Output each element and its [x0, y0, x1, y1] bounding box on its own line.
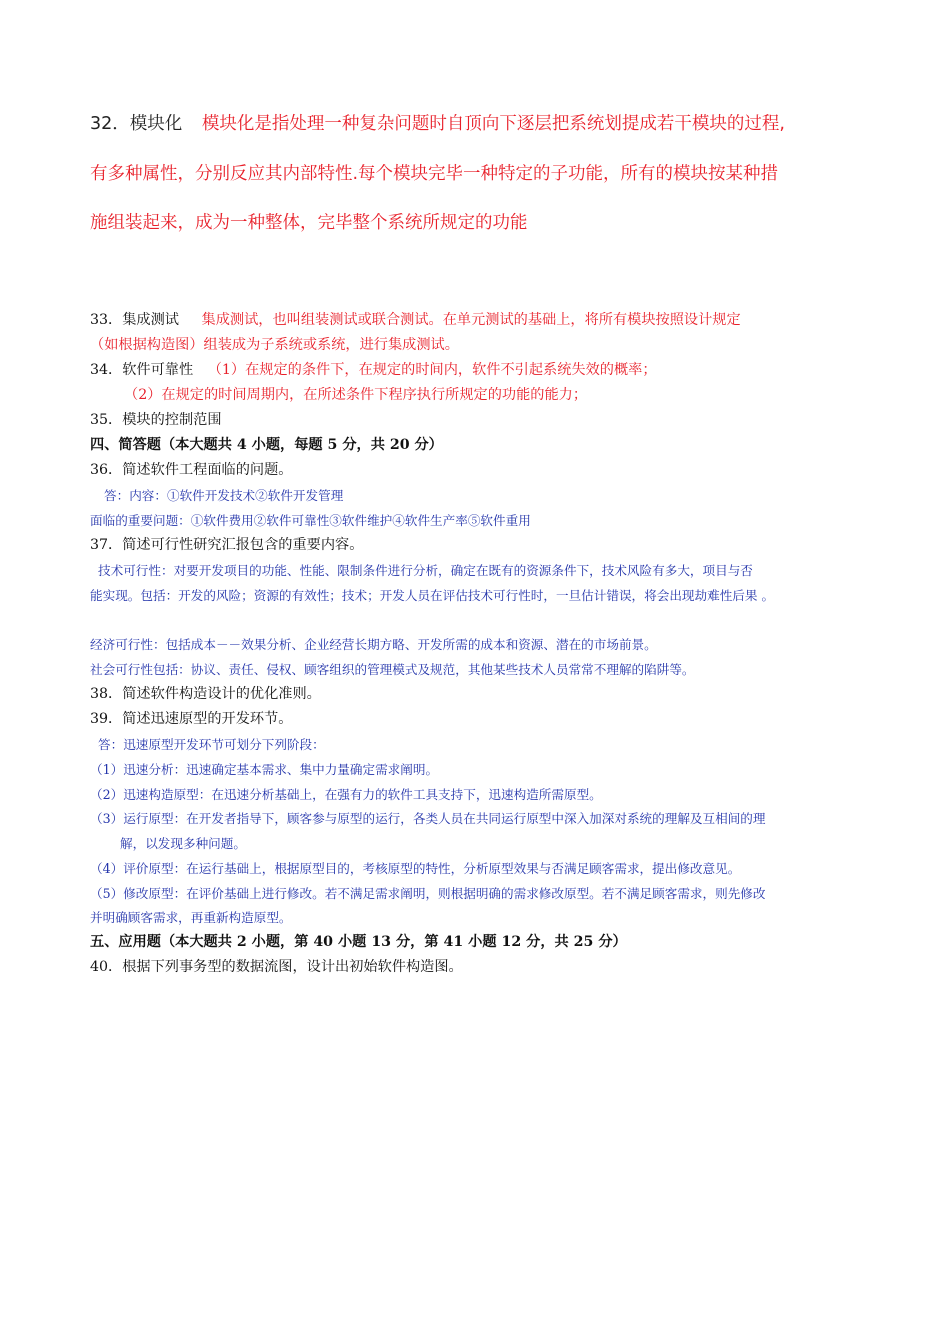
q39-answer-3a: （3）运行原型：在开发者指导下，顾客参与原型的运行，各类人员在共同运行原型中深入加深对系统的理解及互相间的理	[90, 811, 766, 826]
q37-answer-3: 经济可行性：包括成本－－效果分析、企业经营长期方略、开发所需的成本和资源、潜在的市场前景。	[90, 637, 657, 652]
q39-answer-5a: （5）修改原型：在评价基础上进行修改。若不满足需求阐明，则根据明确的需求修改原型。若不满足顾客需求，则先修改	[90, 886, 766, 901]
q34-label: 34．软件可靠性	[90, 362, 194, 378]
q33-line1	[90, 312, 741, 329]
q38-label: 38．简述软件构造设计的优化准则。	[90, 686, 321, 702]
q39-answer-0: 答：迅速原型开发环节可划分下列阶段：	[98, 737, 325, 752]
q39-answer-2: （2）迅速构造原型：在迅速分析基础上，在强有力的软件工具支持下，迅速构造所需原型。	[90, 787, 602, 802]
section5-title: 五、应用题（本大题共 2 小题，第 40 小题 13 分，第 41 小题 12 分，共 25 分）	[90, 934, 627, 950]
q39-answer-1: （1）迅速分析：迅速确定基本需求、集中力量确定需求阐明。	[90, 762, 439, 777]
q40-label: 40．根据下列事务型的数据流图，设计出初始软件构造图。	[90, 959, 463, 975]
q36-answer-1: 答：内容：①软件开发技术②软件开发管理	[104, 488, 344, 503]
q36-answer-2: 面临的重要问题：①软件费用②软件可靠性③软件维护④软件生产率⑤软件重用	[90, 513, 531, 528]
q39-label: 39．简述迅速原型的开发环节。	[90, 711, 293, 727]
q36-label: 36．简述软件工程面临的问题。	[90, 462, 293, 478]
q34-text-1: （1）在规定的条件下，在规定的时间内，软件不引起系统失效的概率；	[207, 362, 657, 378]
q32-number: 32．模块化	[90, 114, 183, 134]
q37-answer-2: 能实现。包括：开发的风险；资源的有效性；技术；开发人员在评估技术可行性时，一旦估计错误，将会出现劫难性后果 。	[90, 588, 775, 603]
q39-answer-5b: 并明确顾客需求，再重新构造原型。	[90, 910, 292, 925]
q32-text-3: 施组装起来，成为一种整体，完毕整个系统所规定的功能	[90, 213, 528, 233]
q32-text-1: 模块化是指处理一种复杂问题时自顶向下逐层把系统划提成若干模块的过程,	[201, 114, 785, 134]
section4-title: 四、简答题（本大题共 4 小题，每题 5 分，共 20 分）	[90, 437, 443, 453]
q33-label: 33．集成测试	[90, 312, 179, 328]
q32-text-2: 有多种属性，分别反应其内部特性.每个模块完毕一种特定的子功能，所有的模块按某种措	[90, 164, 779, 184]
q37-label: 37．简述可行性研究汇报包含的重要内容。	[90, 537, 364, 553]
q39-answer-4: （4）评价原型：在运行基础上，根据原型目的，考核原型的特性，分析原型效果与否满足顾客需求，提出修改意见。	[90, 861, 741, 876]
q34-text-2: （2）在规定的时间周期内，在所述条件下程序执行所规定的功能的能力；	[124, 387, 588, 403]
q32-line1	[90, 114, 890, 136]
q34-line1	[90, 362, 657, 379]
q33-text-1: 集成测试，也叫组装测试或联合测试。在单元测试的基础上，将所有模块按照设计规定	[201, 312, 741, 328]
q39-answer-3b: 解，以发现多种问题。	[120, 836, 246, 851]
q35-label: 35．模块的控制范围	[90, 412, 222, 428]
q37-answer-4: 社会可行性包括：协议、责任、侵权、顾客组织的管理模式及规范，其他某些技术人员常常不理解的陷阱等。	[90, 662, 695, 677]
q37-answer-1: 技术可行性：对要开发项目的功能、性能、限制条件进行分析，确定在既有的资源条件下，技术风险有多大，项目与否	[98, 563, 753, 578]
q33-text-2: （如根据构造图）组装成为子系统或系统，进行集成测试。	[90, 337, 459, 353]
